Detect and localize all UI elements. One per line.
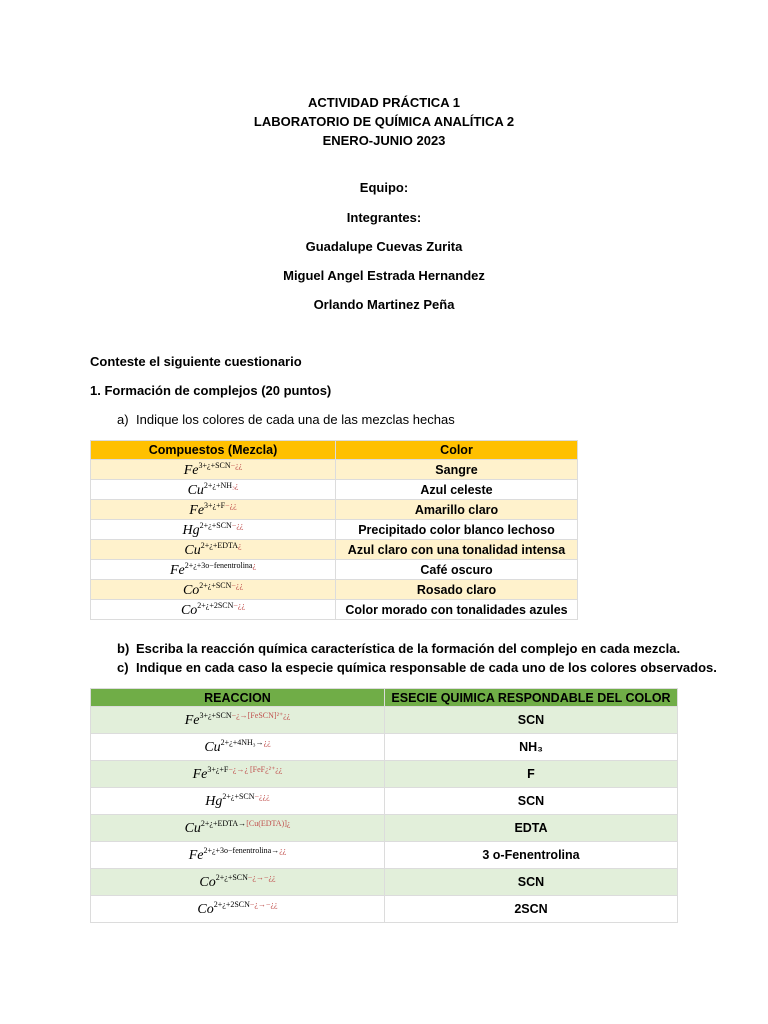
compound-cell [91, 788, 385, 815]
formula [189, 848, 287, 863]
compound-cell [91, 734, 385, 761]
formula-sup-main: 3+¿+SCN [199, 711, 232, 720]
formula [182, 520, 244, 538]
formula-sup-main: 2+¿+EDTA→ [200, 819, 247, 828]
question-c-text: Indique en cada caso la especie química responsable de cada uno de los colores observados. [136, 660, 717, 675]
question-a-label: a) [117, 412, 129, 427]
compound-cell [91, 500, 336, 520]
formula-superscript [185, 561, 256, 570]
formula-sup-tail: ₃¿ [232, 480, 239, 490]
species-cell: 3 o-Fenentrolina [385, 842, 678, 869]
question-b-text: Escriba la reacción química característica de la formación del complejo en cada mezcla. [136, 641, 681, 656]
formula [180, 600, 246, 618]
table-row [91, 480, 578, 500]
formula-sup-main: 2+¿+NH [203, 480, 233, 490]
table-header-row [91, 689, 678, 707]
member-name: Miguel Angel Estrada Hernandez [283, 268, 485, 283]
formula-superscript [201, 819, 291, 828]
formula-base: Co [199, 875, 216, 890]
formula-sup-main: 2+¿+EDTA [200, 540, 239, 550]
table-row [91, 560, 578, 580]
formula-sup-tail: −¿¿ [231, 520, 244, 530]
compound-cell [91, 761, 385, 788]
color-cell: Rosado claro [336, 580, 578, 600]
formula [204, 740, 270, 755]
species-cell: F [385, 761, 678, 788]
formula-base: Hg [182, 522, 200, 538]
formula [189, 500, 237, 518]
formula-sup-tail: −¿¿¿ [254, 792, 270, 801]
formula-superscript [200, 521, 244, 530]
table-row [91, 580, 578, 600]
formula-sup-tail: −¿¿ [225, 500, 237, 510]
formula-sup-tail: −¿¿ [231, 580, 244, 590]
formula-sup-tail: −¿→¿ [FeF¿²⁺¿¿ [228, 765, 283, 774]
question-c [117, 660, 717, 675]
species-cell: SCN [385, 707, 678, 734]
formula-base: Cu [184, 821, 201, 836]
doc-title-line-2: LABORATORIO DE QUÍMICA ANALÍTICA 2 [253, 114, 515, 129]
formula-base: Co [180, 602, 198, 618]
formula-base: Co [197, 902, 214, 917]
formula-sup-main: 2+¿+2SCN [197, 600, 234, 610]
formula-base: Fe [189, 502, 205, 518]
formula-sup-main: 2+¿+3o−fenentrolina→ [203, 846, 280, 855]
formula [205, 794, 269, 809]
formula-base: Fe [188, 848, 204, 863]
formula [197, 902, 277, 917]
compound-cell [91, 600, 336, 620]
species-cell: 2SCN [385, 896, 678, 923]
equipo-label: Equipo: [359, 180, 409, 195]
formula [184, 540, 242, 558]
formula-sup-main: 2+¿+SCN [222, 792, 255, 801]
color-cell: Azul celeste [336, 480, 578, 500]
formula-base: Fe [183, 462, 199, 478]
formula-base: Fe [184, 713, 200, 728]
table-row [91, 896, 678, 923]
compound-cell [91, 480, 336, 500]
compound-cell [91, 520, 336, 540]
formula-base: Co [182, 582, 200, 598]
doc-title-line-1: ACTIVIDAD PRÁCTICA 1 [308, 95, 460, 110]
reactions-table [90, 688, 678, 923]
formula-base: Fe [169, 562, 185, 578]
column-header: REACCION [91, 689, 385, 707]
formula-superscript [199, 581, 243, 590]
compound-cell [91, 707, 385, 734]
formula-sup-main: 2+¿+SCN [199, 520, 232, 530]
species-cell: SCN [385, 788, 678, 815]
column-header: Compuestos (Mezcla) [91, 441, 336, 460]
color-cell: Color morado con tonalidades azules [336, 600, 578, 620]
formula-superscript [207, 765, 282, 774]
formula-superscript [204, 501, 237, 510]
formula [185, 821, 291, 836]
compound-cell [91, 540, 336, 560]
question-a [117, 412, 455, 427]
color-cell: Sangre [336, 460, 578, 480]
table-row [91, 734, 678, 761]
formula-sup-tail: −¿¿ [230, 460, 243, 470]
compound-cell [91, 460, 336, 480]
formula [187, 480, 239, 498]
table-row [91, 869, 678, 896]
formula-base: Fe [192, 767, 208, 782]
formula-sup-main: 2+¿+3o−fenentrolina [184, 560, 253, 570]
formula-superscript [199, 711, 290, 720]
table-row [91, 520, 578, 540]
formula [185, 713, 291, 728]
formula-sup-main: 3+¿+F [207, 765, 229, 774]
formula-sup-tail: ¿ [252, 560, 257, 570]
compound-cell [91, 842, 385, 869]
colors-table [90, 440, 578, 620]
compound-cell [91, 560, 336, 580]
column-header: ESECIE QUIMICA RESPONDABLE DEL COLOR [385, 689, 678, 707]
formula-sup-main: 3+¿+SCN [198, 460, 231, 470]
formula [182, 580, 244, 598]
color-cell: Amarillo claro [336, 500, 578, 520]
formula-sup-tail: ¿¿ [263, 738, 271, 747]
species-cell: EDTA [385, 815, 678, 842]
question-b-label: b) [117, 641, 130, 656]
formula-superscript [204, 481, 238, 490]
question-b [117, 641, 680, 656]
compound-cell [91, 869, 385, 896]
column-header: Color [336, 441, 578, 460]
formula-sup-tail: ¿¿ [279, 846, 287, 855]
formula-sup-main: 2+¿+4NH₃→ [220, 738, 264, 747]
formula-superscript [201, 541, 242, 550]
formula-base: Hg [205, 794, 223, 809]
formula-base: Cu [204, 740, 221, 755]
formula-sup-main: 2+¿+SCN [199, 580, 232, 590]
formula-base: Cu [184, 542, 201, 558]
color-cell: Café oscuro [336, 560, 578, 580]
table-row [91, 500, 578, 520]
formula-sup-tail: −¿¿ [233, 600, 246, 610]
table-row [91, 707, 678, 734]
formula-sup-tail: −¿→−¿¿ [249, 900, 278, 909]
compound-cell [91, 896, 385, 923]
table-row [91, 600, 578, 620]
color-cell: Precipitado color blanco lechoso [336, 520, 578, 540]
table-row [91, 815, 678, 842]
formula-sup-tail: −¿→[FeSCN]²⁺¿¿ [231, 711, 291, 720]
formula [183, 460, 243, 478]
table-row [91, 460, 578, 480]
member-name: Orlando Martinez Peña [313, 297, 455, 312]
color-cell: Azul claro con una tonalidad intensa [336, 540, 578, 560]
formula-sup-tail: [Cu(EDTA)]¿ [246, 819, 291, 828]
formula-sup-main: 3+¿+F [204, 500, 226, 510]
species-cell: SCN [385, 869, 678, 896]
compound-cell [91, 815, 385, 842]
formula [199, 875, 275, 890]
doc-title-line-3: ENERO-JUNIO 2023 [322, 133, 446, 148]
questionnaire-intro: Conteste el siguiente cuestionario [90, 354, 302, 369]
formula-superscript [197, 601, 245, 610]
formula-base: Cu [187, 482, 204, 498]
formula-superscript [199, 461, 243, 470]
formula-sup-tail: ¿ [238, 540, 242, 550]
compound-cell [91, 580, 336, 600]
question-a-text: Indique los colores de cada una de las mezclas hechas [136, 412, 455, 427]
formula-superscript [221, 738, 271, 747]
section-heading: 1. Formación de complejos (20 puntos) [90, 383, 332, 398]
formula-sup-tail: −¿→−¿¿ [247, 873, 276, 882]
formula-sup-main: 2+¿+2SCN [213, 900, 250, 909]
formula-superscript [222, 792, 269, 801]
table-row [91, 540, 578, 560]
table-header-row [91, 441, 578, 460]
formula-superscript [214, 900, 278, 909]
table-row [91, 842, 678, 869]
formula-sup-main: 2+¿+SCN [215, 873, 248, 882]
formula-superscript [203, 846, 286, 855]
table-row [91, 788, 678, 815]
table-row [91, 761, 678, 788]
integrantes-label: Integrantes: [346, 210, 422, 225]
question-c-label: c) [117, 660, 129, 675]
member-name: Guadalupe Cuevas Zurita [305, 239, 463, 254]
formula [169, 560, 257, 578]
formula [193, 767, 283, 782]
species-cell: NH₃ [385, 734, 678, 761]
formula-superscript [216, 873, 276, 882]
